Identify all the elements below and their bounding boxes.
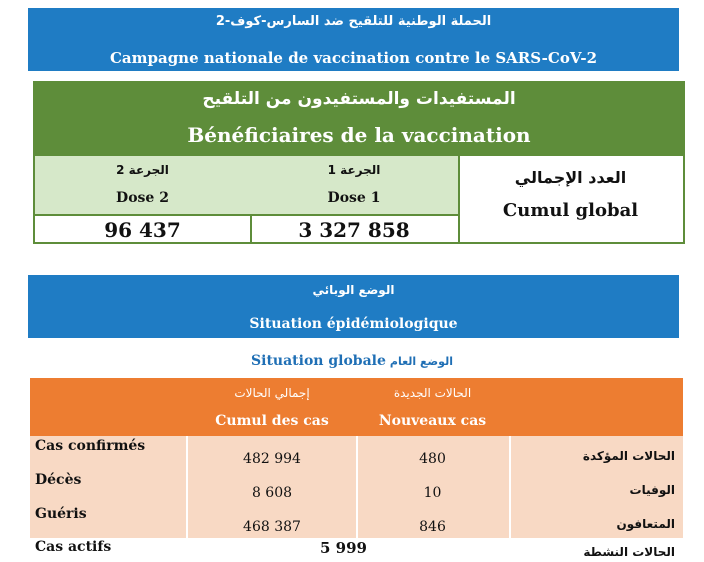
epidemiology-title-ar: الوضع الوبائي (312, 283, 395, 297)
situation-header (30, 378, 683, 436)
table-row (30, 470, 683, 506)
column-cumul-ar: إجمالي الحالات (234, 386, 310, 400)
dose1-label-ar: الجرعة 1 (327, 163, 381, 177)
row-label-ar: الوفيات (629, 483, 675, 497)
dose2-header (35, 156, 252, 214)
vaccination-title-ar: المستفيدات والمستفيدون من التلقيح (202, 89, 516, 109)
dose1-value: 3 327 858 (250, 214, 460, 244)
row-new-value: 10 (423, 485, 442, 501)
campaign-title-fr: Campagne nationale de vaccination contre le SARS-CoV-2 (109, 49, 598, 67)
row-label-fr: Décès (35, 472, 82, 488)
column-new (356, 378, 509, 436)
dose1-label-fr: Dose 1 (327, 190, 381, 206)
global-title-fr: Situation globale (251, 353, 386, 369)
row-label-fr: Cas confirmés (35, 438, 146, 454)
global-title-ar: الوضع العام (389, 354, 453, 368)
campaign-title-ar: الحملة الوطنية للتلقيح ضد السارس-كوف-2 (215, 14, 492, 29)
dose1-header (250, 156, 460, 214)
cumul-global-cell (458, 156, 683, 242)
active-cases-row (30, 538, 683, 562)
column-cumul (188, 378, 356, 436)
dose2-value: 96 437 (35, 214, 252, 244)
row-new-value: 846 (419, 519, 446, 535)
epidemiology-title-fr: Situation épidémiologique (249, 316, 458, 332)
global-situation-title (0, 350, 704, 372)
row-cumul-value: 8 608 (251, 485, 293, 501)
table-row (30, 436, 683, 472)
column-new-fr: Nouveaux cas (378, 413, 487, 429)
epidemiology-banner (28, 275, 679, 338)
column-new-ar: الحالات الجديدة (393, 386, 472, 400)
active-cases-label-fr: Cas actifs (35, 539, 112, 555)
dose2-label-ar: الجرعة 2 (116, 163, 169, 177)
cumul-label-fr: Cumul global (502, 200, 639, 221)
column-cumul-fr: Cumul des cas (215, 413, 329, 429)
vaccination-table (33, 81, 685, 244)
row-new-value: 480 (419, 451, 446, 467)
cumul-label-ar: العدد الإجمالي (514, 168, 627, 187)
vaccination-title-fr: Bénéficiaires de la vaccination (187, 123, 531, 147)
dose2-label-fr: Dose 2 (116, 190, 169, 206)
active-cases-value: 5 999 (320, 539, 367, 557)
campaign-banner (28, 8, 679, 71)
row-cumul-value: 482 994 (243, 451, 301, 467)
row-label-ar: الحالات المؤكدة (582, 449, 675, 463)
vaccination-header (35, 83, 683, 156)
row-label-fr: Guéris (35, 506, 87, 522)
situation-table (30, 378, 683, 562)
active-cases-label-ar: الحالات النشطة (583, 545, 675, 559)
row-cumul-value: 468 387 (243, 519, 301, 535)
row-label-ar: المتعافون (616, 517, 675, 531)
table-row (30, 504, 683, 540)
